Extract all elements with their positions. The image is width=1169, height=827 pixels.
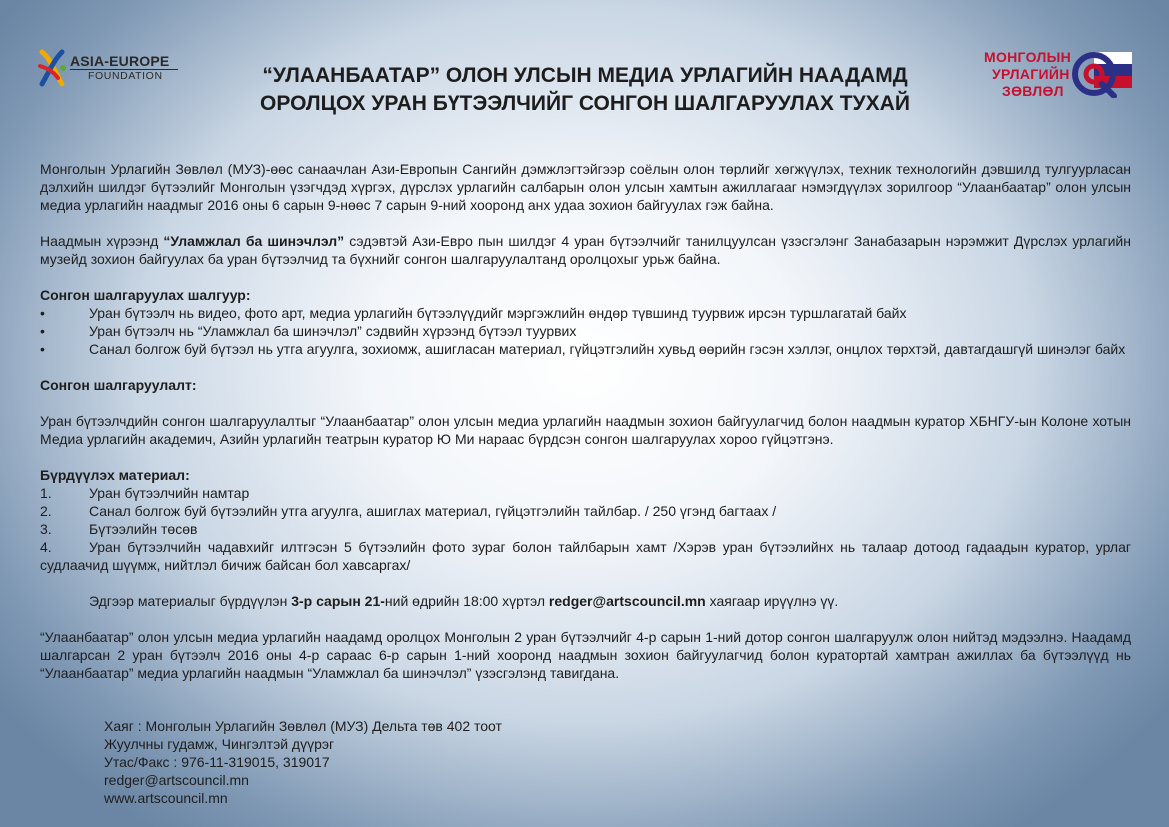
- selection-heading: Сонгон шалгаруулалт:: [40, 377, 197, 393]
- contact-address: [104, 717, 502, 807]
- criteria-heading: Сонгон шалгаруулах шалгуур:: [40, 287, 251, 303]
- title-line-2: ОРОЛЦОХ УРАН БҮТЭЭЛЧИЙГ СОНГОН ШАЛГАРУУЛАХ ТУХАЙ: [260, 92, 910, 115]
- address-street: Жуулчны гудамж, Чингэлтэй дүүрэг: [104, 736, 335, 752]
- bullet: •: [40, 341, 45, 357]
- logo-left-line2: FOUNDATION: [88, 70, 163, 82]
- arts-council-logo: [980, 46, 1140, 98]
- criteria-item-text: Уран бүтээлч нь “Уламжлал ба шинэчлэл” сэдвийн хүрээнд бүтээл туурвих: [89, 323, 577, 339]
- materials-item: [40, 538, 1131, 574]
- logo-left-line1: ASIA-EUROPE: [70, 53, 170, 69]
- item-number: 2.: [40, 503, 52, 519]
- deadline-date: 3-р сарын 21-: [291, 593, 385, 609]
- phone-fax: Утас/Факс : 976-11-319015, 319017: [104, 754, 330, 770]
- criteria-item-text: Санал болгож буй бүтээл нь утга агуулга, зохиомж, ашигласан материал, гүйцэтгэлийн хувьд өөрийн гэсэн хэллэг, онцлох төрхтэй, давтагдашгүй шинэлэг байх: [89, 341, 1126, 357]
- address-line: Хаяг : Монголын Урлагийн Зөвлөл (МУЗ) Дельта төв 402 тоот: [104, 718, 502, 734]
- bullet: •: [40, 305, 45, 321]
- criteria-item-text: Уран бүтээлч нь видео, фото арт, медиа урлагийн бүтээлүүдийг мэргэжлийн өндөр түвшинд туурвиж ирсэн туршлагатай байх: [89, 305, 907, 321]
- materials-item-text: Уран бүтээлчийн чадавхийг илтгэсэн 5 бүтээлийн фото зураг болон тайлбарын хамт /Хэрэв уран бүтээлийнх нь талаар дотоод гадаадын куратор, урлаг судлаачид шүүмж, нийтлэл бичиж байсан бол хавсаргах/: [40, 539, 1131, 573]
- item-number: 1.: [40, 485, 52, 501]
- deadline-text-start: Эдгээр материалыг бүрдүүлэн: [89, 593, 292, 609]
- closing-paragraph: “Улаанбаатар” олон улсын медиа урлагийн наадамд оролцох Монголын 2 уран бүтээлчийг 4-р сарын 1-ний дотор сонгон шалгаруулж олон нийтэд мэдээлнэ. Наадамд шалгарсан 2 уран бүтээлч 2016 оны 4-р сараас 6-р сарын 1-ний хооронд наадмын зохион байгуулагчид болон куратортай хамтран ажиллах ба бүтээлүүд нь “Улаанбаатар” медиа урлагийн наадмын “Уламжлал ба шинэчлэл” үзэсгэлэнд тавигдана.: [40, 629, 1131, 681]
- logo-right-line3: ЗӨВЛӨЛ: [1002, 83, 1064, 99]
- theme-name: “Уламжлал ба шинэчлэл”: [163, 233, 345, 249]
- logo-right-line1: МОНГОЛЫН: [984, 49, 1071, 65]
- deadline-time: ний өдрийн 18:00 хүртэл: [384, 593, 549, 609]
- materials-item: [40, 484, 1131, 502]
- item-number: 4.: [40, 539, 52, 555]
- materials-item-text: Уран бүтээлчийн намтар: [89, 485, 250, 501]
- page-title: [200, 62, 970, 118]
- theme-paragraph: [40, 232, 1131, 268]
- bullet: •: [40, 323, 45, 339]
- announcement-body: [40, 160, 1131, 682]
- deadline-text-end: хаягаар ирүүлнэ үү.: [705, 593, 839, 609]
- materials-item-text: Санал болгож буй бүтээлийн утга агуулга, ашиглах материал, гүйцэтгэлийн тайлбар. / 250 үгэнд багтаах /: [89, 503, 777, 519]
- title-line-1: “УЛААНБААТАР” ОЛОН УЛСЫН МЕДИА УРЛАГИЙН НААДАМД: [262, 64, 908, 87]
- arts-council-mark-icon: [1072, 50, 1134, 98]
- asia-europe-foundation-logo: [36, 46, 196, 90]
- contact-email: redger@artscouncil.mn: [104, 772, 249, 788]
- materials-heading: Бүрдүүлэх материал:: [40, 467, 190, 483]
- theme-text-start: Наадмын хүрээнд: [40, 233, 164, 249]
- materials-item-text: Бүтээлийн төсөв: [89, 521, 198, 537]
- criteria-item: [40, 322, 1131, 340]
- materials-item: [40, 502, 1131, 520]
- intro-paragraph: Монголын Урлагийн Зөвлөл (МУЗ)-өөс санаачлан Ази-Европын Сангийн дэмжлэгтэйгээр соёлын олон төрлийг хөгжүүлэх, техник технологийн дэвшилд тулгуурласан дэлхийн шилдэг бүтээлийг Монголын үзэгчдэд хүргэх, дүрслэх урлагийн салбарын олон улсын хамтын ажиллагааг нэмэгдүүлэх зорилгоор “Улаанбаатар” олон улсын медиа урлагийн наадмыг 2016 оны 6 сарын 9-нөөс 7 сарын 9-ний хооронд анх удаа зохион байгуулах гэж байна.: [40, 161, 1131, 213]
- selection-paragraph: Уран бүтээлчдийн сонгон шалгаруулалтыг “Улаанбаатар” олон улсын медиа урлагийн наадмын зохион байгуулагчид болон наадмын куратор ХБНГУ-ын Колоне хотын Медиа урлагийн академич, Азийн урлагийн театрын куратор Ю Ми нараас бүрдсэн сонгон шалгаруулах хороо гүйцэтгэнэ.: [40, 413, 1131, 447]
- theme-text-end: сэдэвтэй Ази-Евро пын шилдэг 4 уран бүтээлчийг танилцуулсан үзэсгэлэнг Занабазарын нэрэмжит Дүрслэх урлагийн музейд зохион байгуулах ба уран бүтээлчид та бүхнийг сонгон шалгаруулалтанд оролцохыг урьж байна.: [40, 233, 1131, 267]
- criteria-item: [40, 304, 1131, 322]
- asef-mark-icon: [36, 48, 70, 88]
- contact-website: www.artscouncil.mn: [104, 790, 228, 806]
- deadline-email: redger@artscouncil.mn: [548, 593, 706, 609]
- criteria-item: [40, 340, 1131, 358]
- item-number: 3.: [40, 521, 52, 537]
- logo-right-line2: УРЛАГИЙН: [992, 66, 1070, 82]
- materials-item: [40, 520, 1131, 538]
- deadline-line: [40, 592, 1131, 610]
